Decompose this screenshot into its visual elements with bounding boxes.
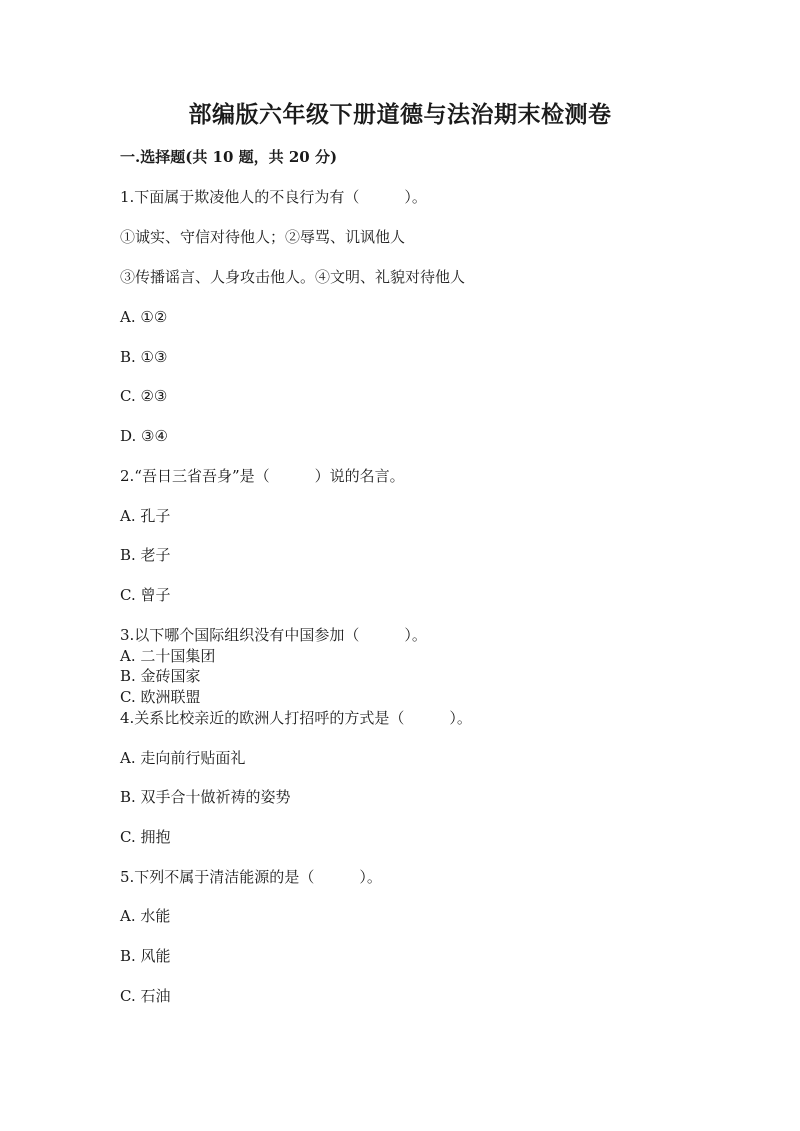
question-3-option-b: B. 金砖国家 — [120, 667, 201, 685]
question-1-stem: 1.下面属于欺凌他人的不良行为有（ ）。 — [120, 188, 427, 206]
question-4-option-b: B. 双手合十做祈祷的姿势 — [120, 788, 291, 806]
question-1-option-c: C. ②③ — [120, 387, 168, 405]
page-title: 部编版六年级下册道德与法治期末检测卷 — [188, 101, 612, 128]
question-5-option-b: B. 风能 — [120, 947, 171, 965]
question-1-option-a: A. ①② — [120, 308, 168, 326]
question-4-stem: 4.关系比校亲近的欧洲人打招呼的方式是（ ）。 — [120, 709, 472, 727]
question-5-stem: 5.下列不属于清洁能源的是（ ）。 — [120, 868, 382, 886]
section-heading: 一.选择题(共 10 题，共 20 分) — [120, 148, 338, 166]
question-5-option-c: C. 石油 — [120, 987, 171, 1005]
question-1-option-b: B. ①③ — [120, 348, 168, 366]
question-5-option-a: A. 水能 — [120, 907, 171, 925]
question-2-stem: 2.“吾日三省吾身”是（ ）说的名言。 — [120, 467, 405, 485]
question-3-option-c: C. 欧洲联盟 — [120, 688, 201, 706]
question-3-option-a: A. 二十国集团 — [120, 647, 216, 665]
question-1-option-d: D. ③④ — [120, 427, 168, 445]
question-4-option-a: A. 走向前行贴面礼 — [120, 749, 246, 767]
question-2-option-a: A. 孔子 — [120, 507, 171, 525]
question-1-note-2: ③传播谣言、人身攻击他人。④文明、礼貌对待他人 — [120, 268, 466, 286]
question-2-option-b: B. 老子 — [120, 546, 171, 564]
question-2-option-c: C. 曾子 — [120, 586, 171, 604]
question-1-note-1: ①诚实、守信对待他人；②辱骂、讥讽他人 — [120, 228, 406, 246]
question-3-stem: 3.以下哪个国际组织没有中国参加（ ）。 — [120, 626, 427, 644]
question-4-option-c: C. 拥抱 — [120, 828, 171, 846]
